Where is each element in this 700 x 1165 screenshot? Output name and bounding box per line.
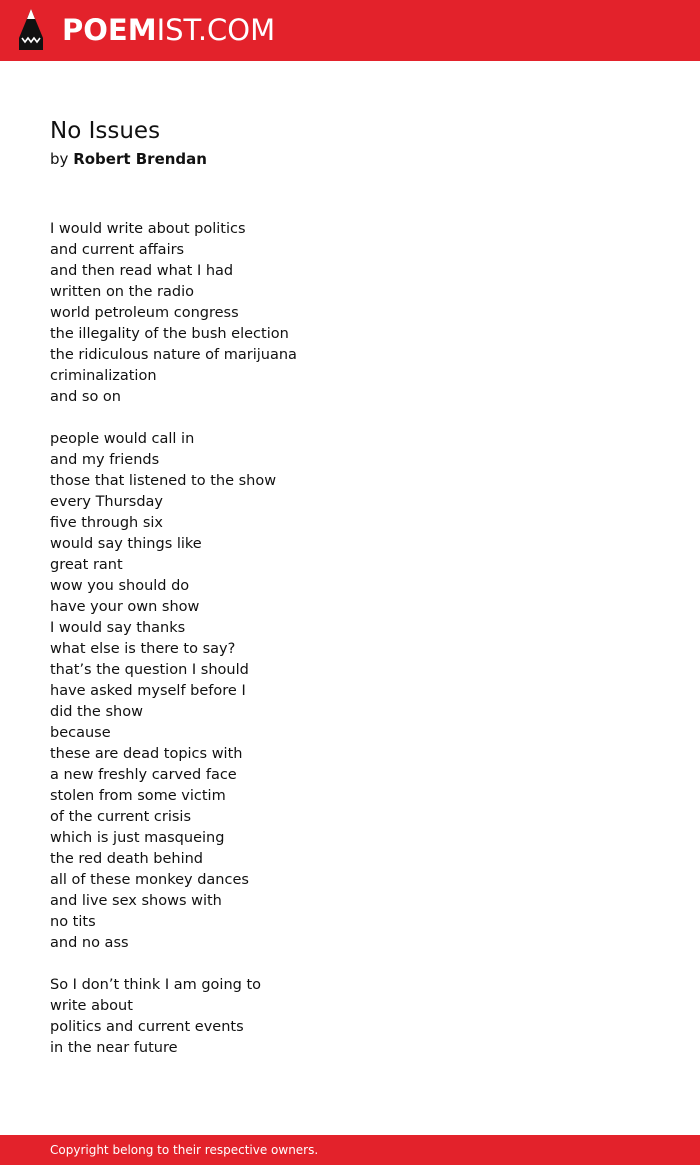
poem-line: of the current crisis: [50, 809, 192, 825]
footer-copyright: Copyright belong to their respective owners.: [50, 1143, 319, 1157]
poem-stanza: [50, 429, 650, 954]
poem-line: and my friends: [50, 452, 160, 468]
poem-line: the ridiculous nature of marijuana: [50, 347, 297, 363]
poem-line: I would say thanks: [50, 620, 186, 636]
logo-brand-light: IST.COM: [156, 13, 276, 47]
poem-line: in the near future: [50, 1040, 178, 1056]
poem-line: and current affairs: [50, 242, 185, 258]
poem-line: these are dead topics with: [50, 746, 243, 762]
poem-line: what else is there to say?: [50, 641, 236, 657]
pencil-tip-icon[interactable]: [16, 8, 46, 52]
poem-author: Robert Brendan: [73, 150, 207, 168]
poem-line: have asked myself before I: [50, 683, 246, 699]
poem-line: would say things like: [50, 536, 202, 552]
poem-line: the red death behind: [50, 851, 204, 867]
poem-line: wow you should do: [50, 578, 190, 594]
poem-line: all of these monkey dances: [50, 872, 249, 888]
poem-line: because: [50, 725, 111, 741]
poem-line: five through six: [50, 515, 163, 531]
poem-line: that’s the question I should: [50, 662, 249, 678]
poem-line: a new freshly carved face: [50, 767, 237, 783]
poem-line: I would write about politics: [50, 221, 246, 237]
poem-line: no tits: [50, 914, 96, 930]
poem-line: people would call in: [50, 431, 195, 447]
poem-line: great rant: [50, 557, 123, 573]
poem-body: [50, 219, 650, 1080]
site-footer: [0, 1135, 700, 1165]
poem-line: and live sex shows with: [50, 893, 222, 909]
by-label: by: [50, 150, 69, 168]
poem-line: politics and current events: [50, 1019, 244, 1035]
poem-byline: [50, 148, 207, 170]
poem-stanza: [50, 975, 650, 1059]
site-header: [0, 0, 700, 61]
poem-line: have your own show: [50, 599, 200, 615]
poem-stanza: [50, 219, 650, 408]
site-logo[interactable]: [62, 10, 275, 50]
poem-line: world petroleum congress: [50, 305, 239, 321]
poem-line: and then read what I had: [50, 263, 234, 279]
poem-line: did the show: [50, 704, 143, 720]
logo-brand-bold: POEM: [62, 13, 157, 47]
poem-line: those that listened to the show: [50, 473, 277, 489]
poem-line: the illegality of the bush election: [50, 326, 289, 342]
poem-title: No Issues: [50, 118, 161, 144]
poem-line: and no ass: [50, 935, 129, 951]
poem-line: write about: [50, 998, 133, 1014]
poem-line: written on the radio: [50, 284, 194, 300]
poem-line: stolen from some victim: [50, 788, 226, 804]
poem-line: criminalization: [50, 368, 157, 384]
poem-line: which is just masqueing: [50, 830, 225, 846]
poem-line: and so on: [50, 389, 121, 405]
poem-line: So I don’t think I am going to: [50, 977, 262, 993]
poem-line: every Thursday: [50, 494, 163, 510]
